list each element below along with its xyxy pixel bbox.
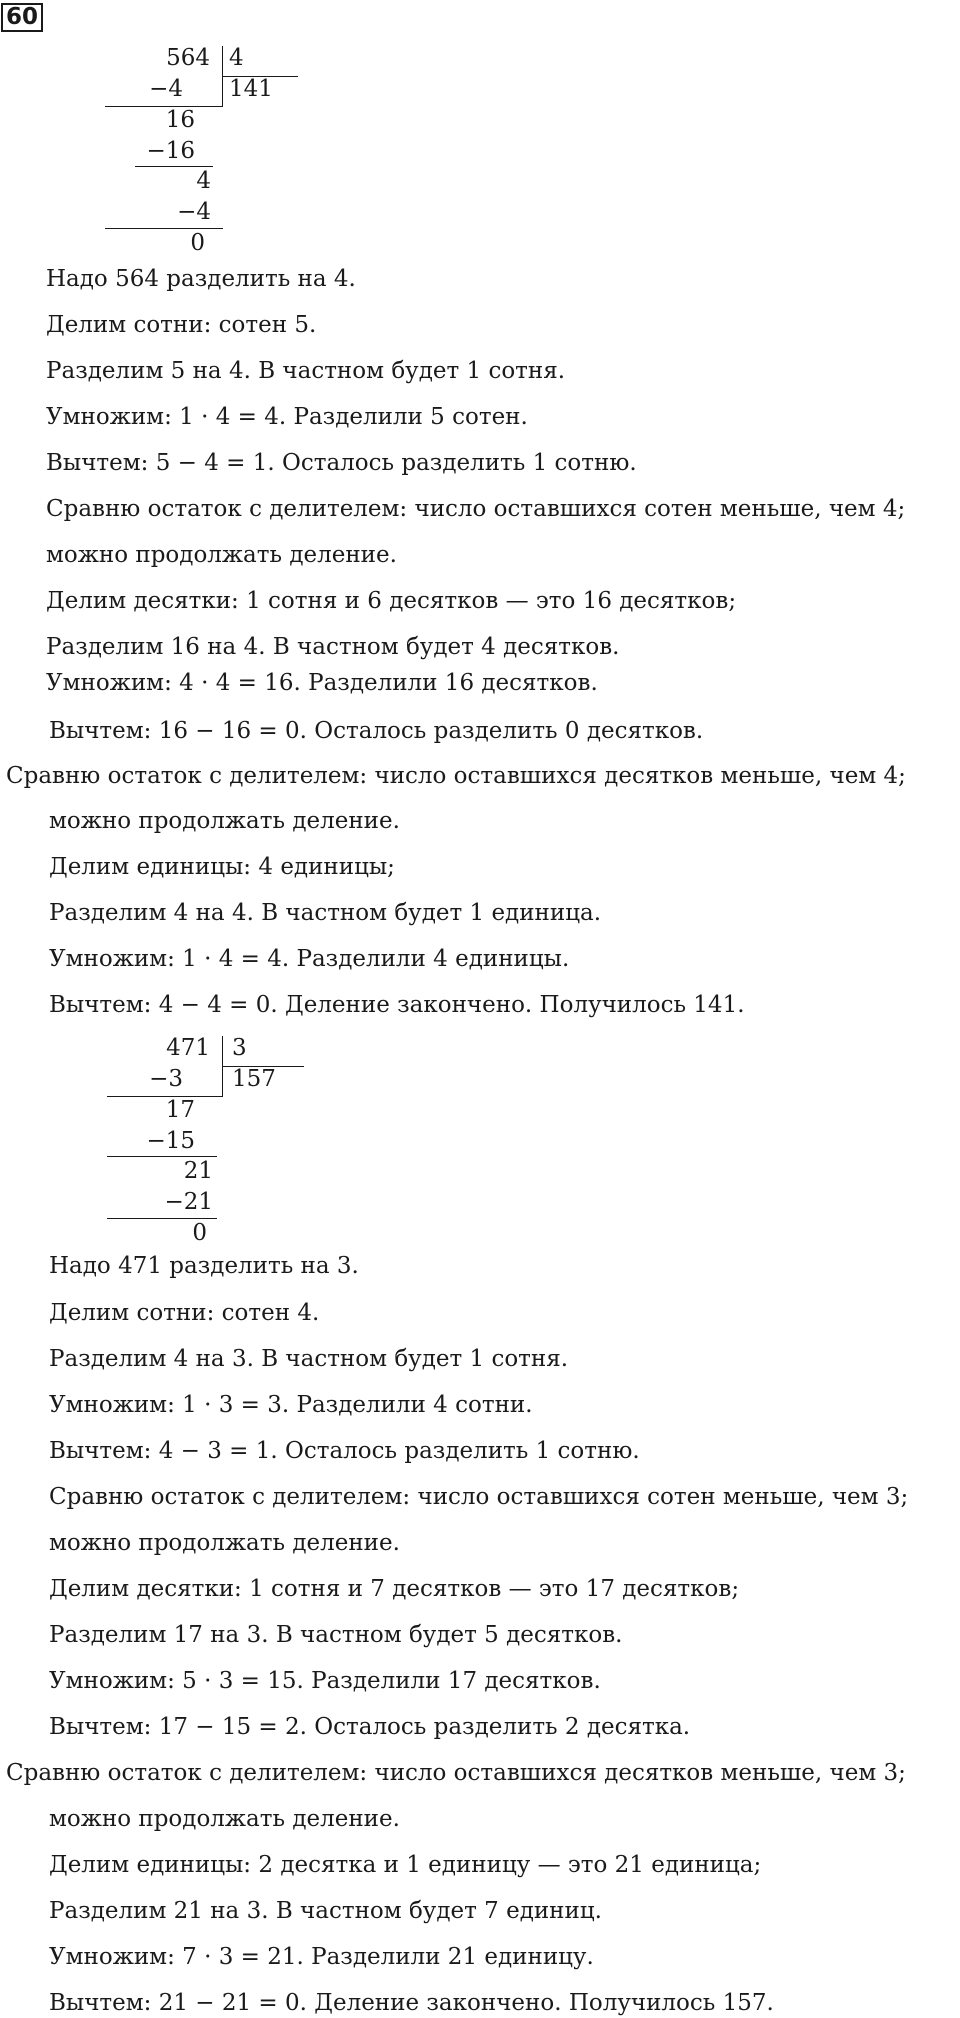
dividend: 471 (166, 1035, 210, 1061)
division-step: 21 (183, 1158, 213, 1184)
explanation-line: Разделим 17 на 3. В частном будет 5 десятков. (49, 1622, 623, 1648)
long-division-2 (95, 1034, 345, 1274)
explanation-line: Сравню остаток с делителем: число оставшихся сотен меньше, чем 3; (49, 1484, 909, 1510)
dividend: 564 (166, 45, 210, 71)
division-step: −4 (149, 76, 183, 102)
quotient: 157 (232, 1066, 276, 1092)
explanation-line: можно продолжать деление. (46, 542, 397, 568)
division-remainder: 0 (190, 230, 205, 256)
explanation-line: Разделим 21 на 3. В частном будет 7 единиц. (49, 1898, 602, 1924)
divisor: 3 (232, 1035, 247, 1061)
explanation-line: Надо 471 разделить на 3. (49, 1253, 359, 1279)
quotient: 141 (229, 76, 273, 102)
division-step: −15 (146, 1128, 195, 1154)
explanation-line: можно продолжать деление. (49, 1806, 400, 1832)
division-step: −16 (146, 138, 195, 164)
explanation-line: Вычтем: 17 − 15 = 2. Осталось разделить 2 десятка. (49, 1714, 691, 1740)
explanation-line: Делим единицы: 4 единицы; (49, 854, 395, 880)
explanation-line: Надо 564 разделить на 4. (46, 266, 356, 292)
division-remainder: 0 (192, 1220, 207, 1246)
division-step: −3 (149, 1066, 183, 1092)
explanation-line: Делим сотни: сотен 5. (46, 312, 317, 338)
explanation-line: Сравню остаток с делителем: число оставшихся десятков меньше, чем 3; (6, 1760, 906, 1786)
explanation-line: Делим десятки: 1 сотня и 6 десятков — это 16 десятков; (46, 588, 737, 614)
division-step: −4 (177, 199, 211, 225)
division-step: 4 (196, 168, 211, 194)
explanation-line: Делим сотни: сотен 4. (49, 1300, 320, 1326)
explanation-line: Делим десятки: 1 сотня и 7 десятков — это 17 десятков; (49, 1576, 740, 1602)
explanation-line: Вычтем: 21 − 21 = 0. Деление закончено. Получилось 157. (49, 1990, 774, 2016)
explanation-line: можно продолжать деление. (49, 1530, 400, 1556)
explanation-line: Делим единицы: 2 десятка и 1 единицу — это 21 единица; (49, 1852, 762, 1878)
division-step: 17 (165, 1097, 195, 1123)
explanation-line: Умножим: 4 · 4 = 16. Разделили 16 десятков. (46, 670, 598, 696)
explanation-line: можно продолжать деление. (49, 808, 400, 834)
explanation-line: Умножим: 1 · 4 = 4. Разделили 4 единицы. (49, 946, 570, 972)
division-step: −21 (164, 1189, 213, 1215)
divisor: 4 (229, 45, 244, 71)
explanation-line: Умножим: 1 · 3 = 3. Разделили 4 сотни. (49, 1392, 533, 1418)
explanation-line: Вычтем: 4 − 3 = 1. Осталось разделить 1 сотню. (49, 1438, 640, 1464)
explanation-line: Сравню остаток с делителем: число оставшихся сотен меньше, чем 4; (46, 496, 906, 522)
explanation-line: Разделим 16 на 4. В частном будет 4 десятков. (46, 634, 620, 660)
explanation-line: Умножим: 5 · 3 = 15. Разделили 17 десятков. (49, 1668, 601, 1694)
explanation-line: Вычтем: 16 − 16 = 0. Осталось разделить 0 десятков. (49, 718, 704, 744)
explanation-line: Вычтем: 4 − 4 = 0. Деление закончено. Получилось 141. (49, 992, 745, 1018)
explanation-line: Вычтем: 5 − 4 = 1. Осталось разделить 1 сотню. (46, 450, 637, 476)
long-division-1 (95, 44, 345, 284)
explanation-line: Разделим 5 на 4. В частном будет 1 сотня. (46, 358, 566, 384)
division-step: 16 (165, 107, 195, 133)
explanation-line: Умножим: 7 · 3 = 21. Разделили 21 единицу. (49, 1944, 594, 1970)
explanation-line: Умножим: 1 · 4 = 4. Разделили 5 сотен. (46, 404, 528, 430)
explanation-line: Разделим 4 на 4. В частном будет 1 единица. (49, 900, 602, 926)
task-number-badge: 60 (1, 3, 43, 32)
explanation-line: Разделим 4 на 3. В частном будет 1 сотня. (49, 1346, 569, 1372)
explanation-line: Сравню остаток с делителем: число оставшихся десятков меньше, чем 4; (6, 763, 906, 789)
